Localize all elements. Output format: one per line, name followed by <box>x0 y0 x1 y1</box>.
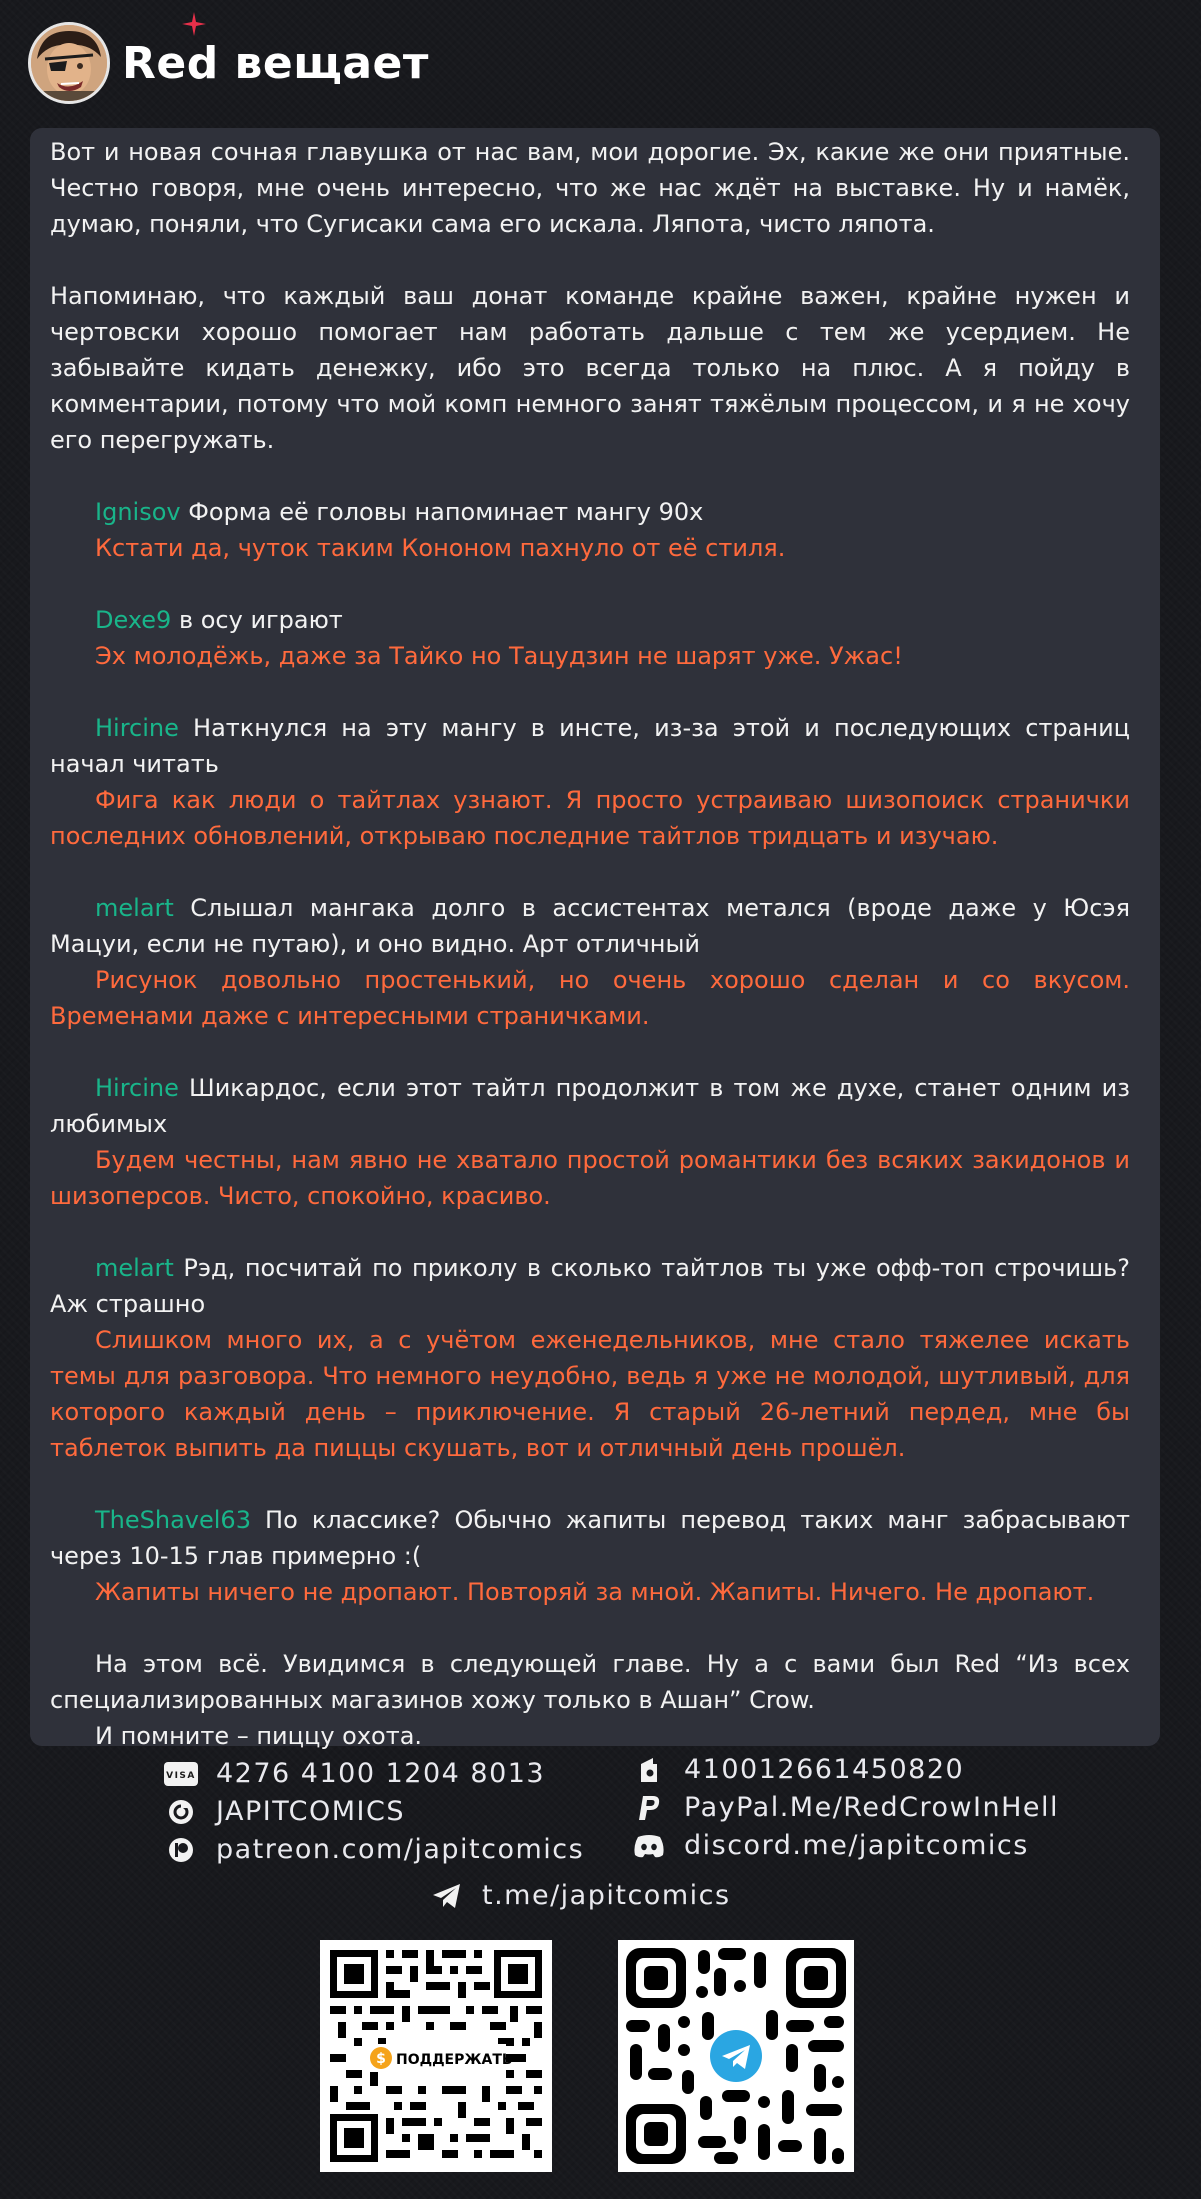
telegram-link[interactable]: t.me/japitcomics <box>482 1880 731 1911</box>
comment-text: Рэд, посчитай по приколу в сколько тайтлов ты уже офф-топ строчишь? Аж страшно <box>50 1254 1130 1318</box>
closing-line: И помните – пиццу охота. <box>95 1722 423 1750</box>
comment-block <box>50 494 1130 566</box>
telegram-qr-code[interactable] <box>618 1940 854 2172</box>
comment-username[interactable]: Hircine <box>95 714 179 742</box>
message-card <box>30 128 1160 1750</box>
comment-username[interactable]: Ignisov <box>95 498 181 526</box>
comment-text: Слышал мангака долго в ассистентах метался (вроде даже у Юсэя Мацуи, если не путаю), и оно видно. Арт отличный <box>50 894 1130 958</box>
post-header <box>28 20 429 106</box>
comment-block <box>50 890 1130 1034</box>
support-label: ПОДДЕРЖАТЬ <box>396 2052 513 2068</box>
yoomoney-row[interactable] <box>632 1754 964 1785</box>
paypal-link[interactable]: PayPal.Me/RedCrowInHell <box>684 1792 1060 1823</box>
discord-row[interactable] <box>632 1830 1029 1861</box>
comment-block <box>50 602 1130 674</box>
patreon-icon <box>164 1835 198 1865</box>
comment-block <box>50 1250 1130 1466</box>
yoomoney-wallet-icon <box>632 1755 666 1785</box>
sparkle-icon <box>182 12 206 36</box>
comment-text: По классике? Обычно жапиты перевод таких манг забрасывают через 10-15 глав примерно :( <box>50 1506 1130 1570</box>
telegram-row[interactable] <box>430 1880 731 1911</box>
avatar-portrait <box>31 25 107 101</box>
boosty-row[interactable] <box>164 1796 405 1827</box>
donate-paragraph: Напоминаю, что каждый ваш донат команде крайне важен, крайне нужен и чертовски хорошо помогает нам работать дальше с тем же усердием. Не забывайте кидать денежку, ибо это всегда только на плюс. А я пойду в комментарии, потому что мой комп немного занят тяжёлым процессом, и я не хочу его перегружать. <box>50 282 1130 454</box>
comment-username[interactable]: melart <box>95 894 174 922</box>
comment-text: Форма её головы напоминает мангу 90х <box>180 498 704 526</box>
boosty-link[interactable]: JAPITCOMICS <box>216 1796 405 1827</box>
comment-line <box>50 1250 1130 1322</box>
comment-line <box>50 602 1130 638</box>
svg-text:VISA: VISA <box>166 1770 196 1781</box>
comment-line <box>50 1070 1130 1142</box>
outro-paragraph: На этом всё. Увидимся в следующей главе. Ну а с вами был Red “Из всех специализированных магазинов хожу только в Ашан” Crow. <box>50 1650 1130 1714</box>
comment-line <box>50 1502 1130 1574</box>
comment-username[interactable]: melart <box>95 1254 174 1282</box>
comment-block <box>50 710 1130 854</box>
support-qr-code[interactable] <box>320 1940 552 2172</box>
comment-username[interactable]: Hircine <box>95 1074 179 1102</box>
comment-line <box>50 890 1130 962</box>
reply-text: Будем честны, нам явно не хватало простой романтики без всяких закидонов и шизоперсов. Чисто, спокойно, красиво. <box>50 1146 1130 1210</box>
comment-line <box>50 710 1130 782</box>
telegram-qr-image <box>618 1940 854 2172</box>
yoomoney-number[interactable]: 410012661450820 <box>684 1754 965 1785</box>
telegram-icon <box>430 1881 464 1911</box>
reply-text: Эх молодёжь, даже за Тайко но Тацудзин не шарят уже. Ужас! <box>95 642 903 670</box>
comment-text: Наткнулся на эту мангу в инсте, из-за этой и последующих страниц начал читать <box>50 714 1130 778</box>
reply-text: Жапиты ничего не дропают. Повторяй за мной. Жапиты. Ничего. Не дропают. <box>95 1578 1095 1606</box>
reply-text: Фига как люди о тайтлах узнают. Я просто устраиваю шизопоиск странички последних обновлений, открываю последние тайтлов тридцать и изучаю. <box>50 786 1130 850</box>
comment-username[interactable]: TheShavel63 <box>95 1506 251 1534</box>
svg-text:$: $ <box>376 2051 386 2067</box>
comment-text: в осу играют <box>171 606 343 634</box>
intro-paragraph: Вот и новая сочная главушка от нас вам, мои дорогие. Эх, какие же они приятные. Честно говоря, мне очень интересно, что же нас ждёт на выставке. Ну и намёк, думаю, поняли, что Сугисаки сама его искала. Ляпота, чисто ляпота. <box>50 138 1130 238</box>
comment-block <box>50 1502 1130 1610</box>
avatar[interactable] <box>28 22 110 104</box>
support-qr-image <box>320 1940 552 2172</box>
comment-block <box>50 1070 1130 1214</box>
paypal-icon <box>632 1793 666 1823</box>
boosty-icon <box>164 1797 198 1827</box>
visa-card-icon <box>164 1759 198 1789</box>
reply-text: Кстати да, чуток таким Кононом пахнуло от её стиля. <box>95 534 786 562</box>
paypal-row[interactable] <box>632 1792 1059 1823</box>
comment-username[interactable]: Dexe9 <box>95 606 172 634</box>
comment-line <box>50 494 1130 530</box>
reply-text: Рисунок довольно простенький, но очень хорошо сделан и со вкусом. Временами даже с интересными страничками. <box>50 966 1130 1030</box>
patreon-link[interactable]: patreon.com/japitcomics <box>216 1834 585 1865</box>
card-number[interactable]: 4276 4100 1204 8013 <box>216 1758 546 1789</box>
comment-text: Шикардос, если этот тайтл продолжит в том же духе, станет одним из любимых <box>50 1074 1130 1138</box>
page-title <box>122 38 429 89</box>
card-number-row[interactable] <box>164 1758 545 1789</box>
page-title-text: Red вещает <box>122 37 429 89</box>
discord-link[interactable]: discord.me/japitcomics <box>684 1830 1029 1861</box>
discord-icon <box>632 1831 666 1861</box>
patreon-row[interactable] <box>164 1834 584 1865</box>
reply-text: Слишком много их, а с учётом еженедельников, мне стало тяжелее искать темы для разговора. Что немного неудобно, ведь я уже не молодой, шутливый, для которого каждый день – приключение. Я старый 26-летний пердед, мне бы таблеток выпить да пиццы скушать, вот и отличный день прошёл. <box>50 1326 1130 1462</box>
